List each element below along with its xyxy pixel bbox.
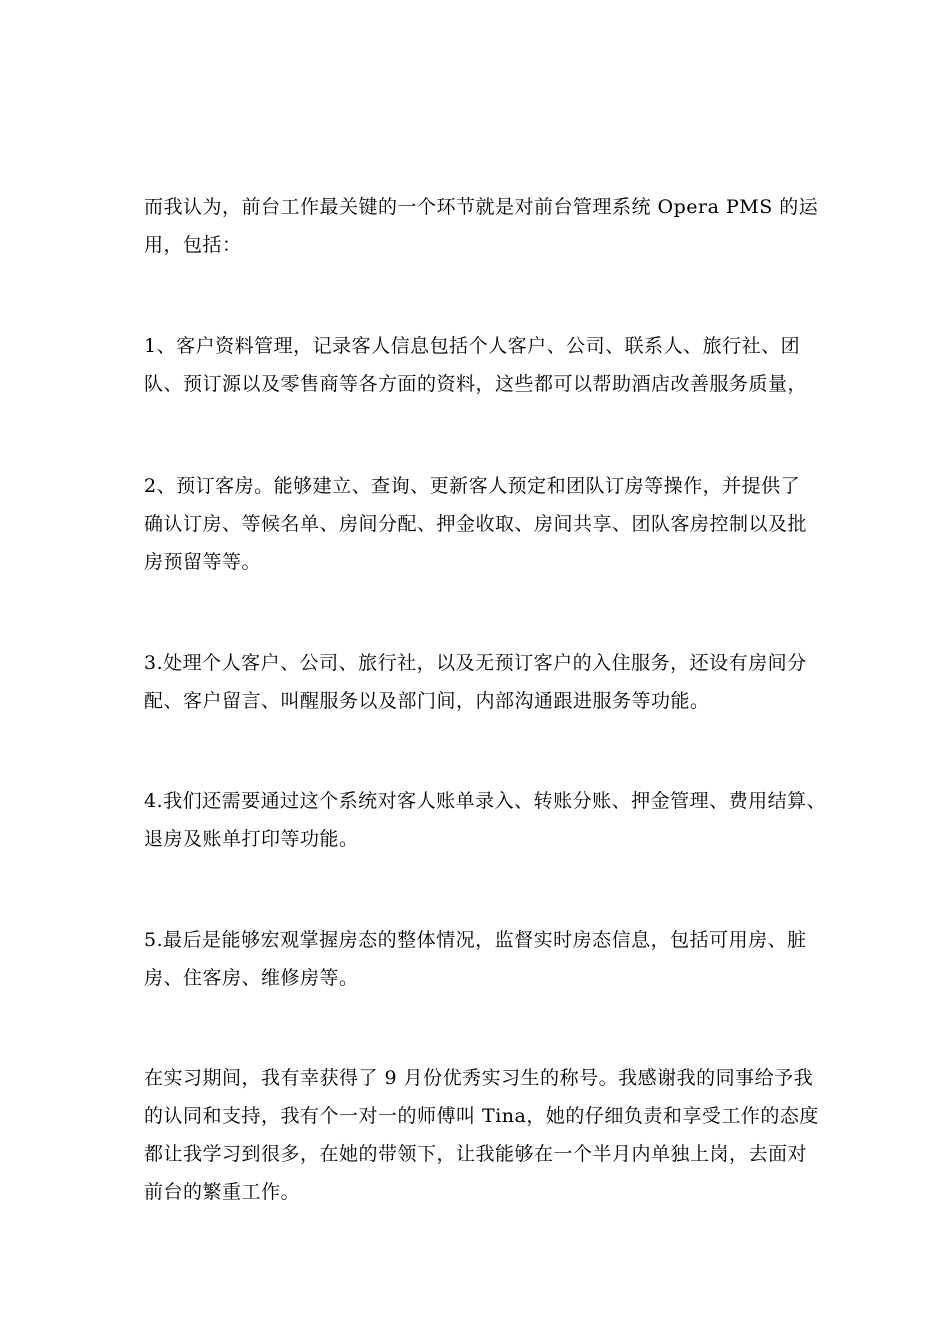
text-line: 前台的繁重工作。 bbox=[144, 1181, 301, 1203]
text-line: 房、住客房、维修房等。 bbox=[144, 967, 359, 989]
paragraph-item-4 bbox=[144, 782, 827, 858]
text-line: 3.处理个人客户、公司、旅行社，以及无预订客户的入住服务，还设有房间分 bbox=[144, 652, 807, 674]
paragraph-item-1 bbox=[144, 327, 809, 403]
paragraph-internship bbox=[144, 1059, 819, 1211]
text-line: 1、客户资料管理，记录客人信息包括个人客户、公司、联系人、旅行社、团 bbox=[144, 335, 801, 357]
text-line: 退房及账单打印等功能。 bbox=[144, 828, 359, 850]
text-line: 用，包括： bbox=[144, 234, 242, 256]
text-line: 5.最后是能够宏观掌握房态的整体情况，监督实时房态信息，包括可用房、脏 bbox=[144, 929, 807, 951]
text-line: 在实习期间，我有幸获得了 9 月份优秀实习生的称号。我感谢我的同事给予我 bbox=[144, 1067, 814, 1089]
text-line: 队、预订源以及零售商等各方面的资料，这些都可以帮助酒店改善服务质量， bbox=[144, 373, 808, 395]
text-line: 的认同和支持，我有个一对一的师傅叫 Tina，她的仔细负责和享受工作的态度 bbox=[144, 1105, 819, 1127]
paragraph-item-3 bbox=[144, 644, 809, 720]
text-line: 4.我们还需要通过这个系统对客人账单录入、转账分账、押金管理、费用结算、 bbox=[144, 790, 827, 812]
text-line: 配、客户留言、叫醒服务以及部门间，内部沟通跟进服务等功能。 bbox=[144, 690, 710, 712]
paragraph-opera-intro bbox=[144, 188, 819, 264]
text-line: 确认订房、等候名单、房间分配、押金收取、房间共享、团队客房控制以及批 bbox=[144, 513, 808, 535]
paragraph-item-2 bbox=[144, 467, 809, 581]
paragraph-item-5 bbox=[144, 921, 809, 997]
text-line: 而我认为，前台工作最关键的一个环节就是对前台管理系统 Opera PMS 的运 bbox=[144, 196, 819, 218]
text-line: 房预留等等。 bbox=[144, 551, 262, 573]
text-line: 2、预订客房。能够建立、查询、更新客人预定和团队订房等操作，并提供了 bbox=[144, 475, 801, 497]
text-line: 都让我学习到很多，在她的带领下，让我能够在一个半月内单独上岗，去面对 bbox=[144, 1143, 808, 1165]
